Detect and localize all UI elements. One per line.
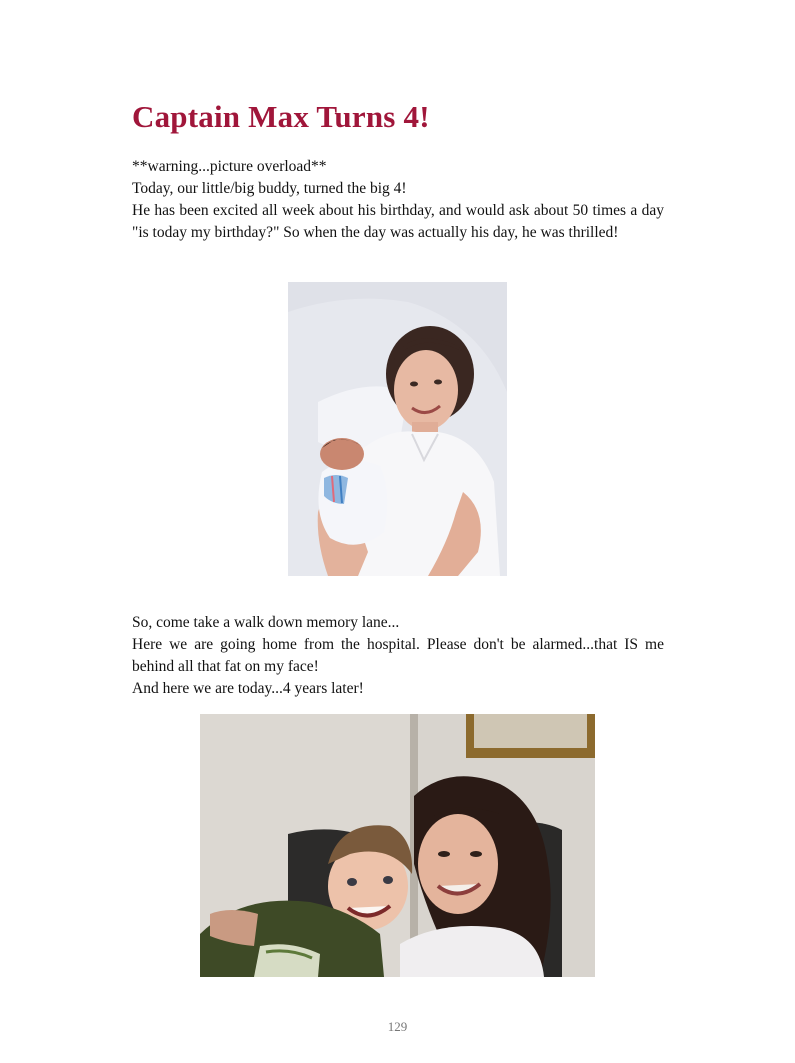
memory-line-today: And here we are today...4 years later! bbox=[132, 680, 364, 697]
memory-line-walk: So, come take a walk down memory lane... bbox=[132, 614, 400, 631]
intro-line-warning: **warning...picture overload** bbox=[132, 158, 327, 175]
memory-paragraph bbox=[132, 612, 664, 700]
today-photo-image bbox=[200, 714, 595, 977]
hospital-photo-image bbox=[288, 282, 507, 576]
intro-line-excited: He has been excited all week about his birthday, and would ask about 50 times a day "is today my birthday?" So when the day was actually his day, he was thrilled! bbox=[132, 202, 664, 241]
memory-line-hospital: Here we are going home from the hospital. Please don't be alarmed...that IS me behind all that fat on my face! bbox=[132, 636, 664, 675]
today-photo bbox=[200, 714, 595, 977]
page-number: 129 bbox=[387, 1019, 408, 1034]
post-title: Captain Max Turns 4! bbox=[132, 99, 430, 134]
hospital-photo bbox=[288, 282, 507, 576]
intro-paragraph bbox=[132, 156, 664, 244]
intro-line-birthday: Today, our little/big buddy, turned the big 4! bbox=[132, 180, 407, 197]
